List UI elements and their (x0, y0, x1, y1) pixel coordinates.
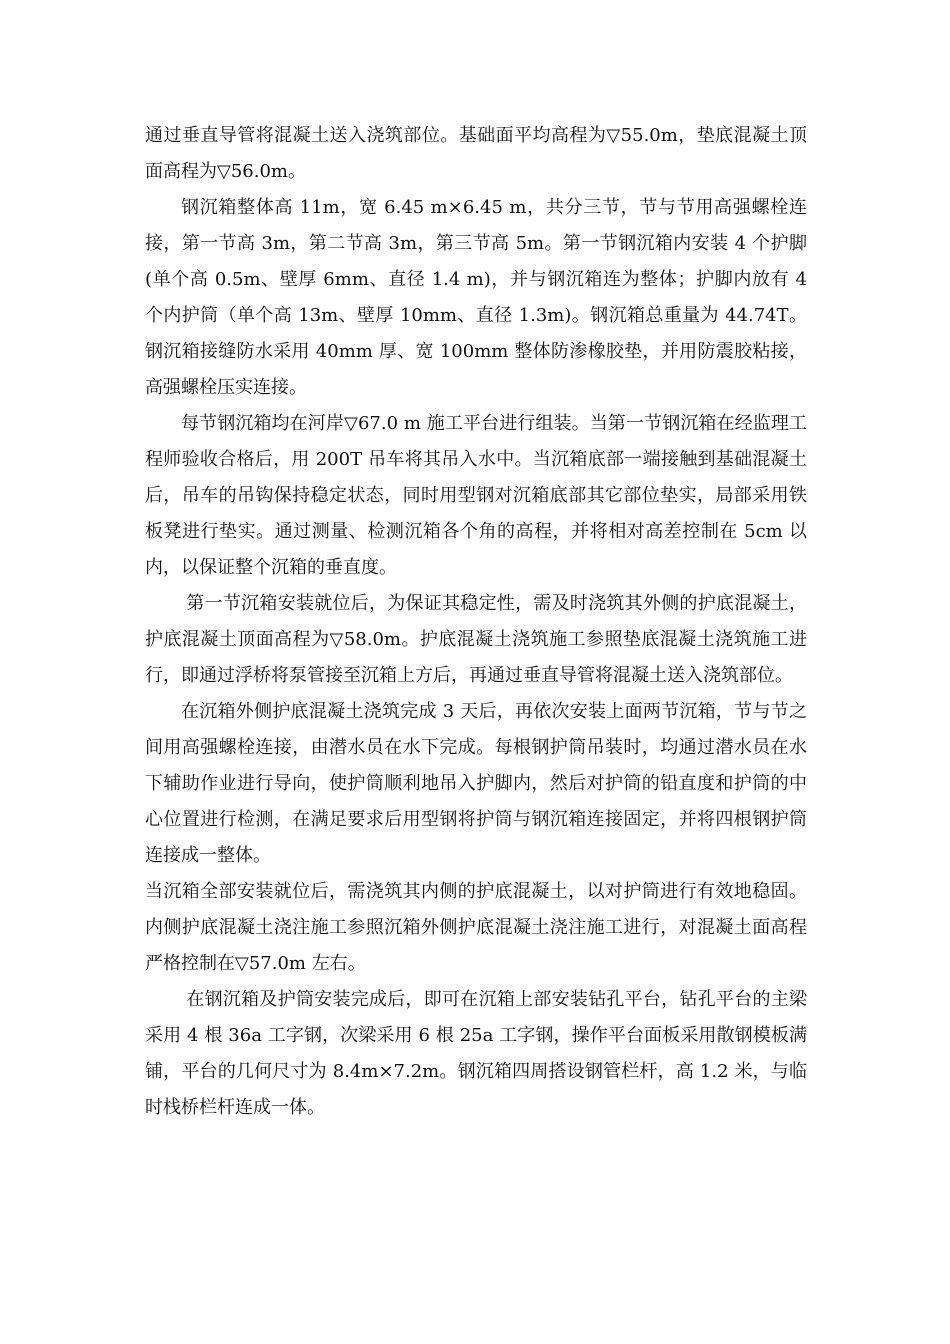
paragraph-continuation: 通过垂直导管将混凝土送入浇筑部位。基础面平均高程为▽55.0m，垫底混凝土顶面高程为▽56.0m。 (145, 125, 807, 182)
paragraph-outer-concrete: 第一节沉箱安装就位后，为保证其稳定性，需及时浇筑其外侧的护底混凝土，护底混凝土顶面高程为▽58.0m。护底混凝土浇筑施工参照垫底混凝土浇筑施工进行，即通过浮桥将泵管接至沉箱上方后，再通过垂直导管将混凝土送入浇筑部位。 (145, 593, 807, 686)
paragraph-caisson-assembly: 每节钢沉箱均在河岸▽67.0 m 施工平台进行组装。当第一节钢沉箱在经监理工程师验收合格后，用 200T 吊车将其吊入水中。当沉箱底部一端接触到基础混凝土后，吊车的吊钩保持稳定状态，同时用型钢对沉箱底部其它部位垫实，局部采用铁板凳进行垫实。通过测量、检测沉箱各个角的高程，并将相对高差控制在 5cm 以内，以保证整个沉箱的垂直度。 (145, 413, 807, 578)
paragraph-inner-concrete: 当沉箱全部安装就位后，需浇筑其内侧的护底混凝土，以对护筒进行有效地稳固。内侧护底混凝土浇注施工参照沉箱外侧护底混凝土浇注施工进行，对混凝土面高程严格控制在▽57.0m 左右。 (145, 881, 807, 974)
paragraph-caisson-structure: 钢沉箱整体高 11m，宽 6.45 m×6.45 m，共分三节，节与节用高强螺栓连接，第一节高 3m，第二节高 3m，第三节高 5m。第一节钢沉箱内安装 4 个护脚(单个高 0.5m、壁厚 6mm、直径 1.4 m)，并与钢沉箱连为整体；护脚内放有 4 个内护筒（单个高 13m、壁厚 10mm、直径 1.3m)。钢沉箱总重量为 44.74T。钢沉箱接缝防水采用 40mm 厚、宽 100mm 整体防渗橡胶垫，并用防震胶粘接，高强螺栓压实连接。 (145, 197, 807, 398)
paragraph-drilling-platform: 在钢沉箱及护筒安装完成后，即可在沉箱上部安装钻孔平台，钻孔平台的主梁采用 4 根 36a 工字钢，次梁采用 6 根 25a 工字钢，操作平台面板采用散钢模板满铺，平台的几何尺寸为 8.4m×7.2m。钢沉箱四周搭设钢管栏杆，高 1.2 米，与临时栈桥栏杆连成一体。 (145, 989, 807, 1118)
document-page (145, 118, 807, 1126)
paragraph-upper-sections: 在沉箱外侧护底混凝土浇筑完成 3 天后，再依次安装上面两节沉箱，节与节之间用高强螺栓连接，由潜水员在水下完成。每根钢护筒吊装时，均通过潜水员在水下辅助作业进行导向，使护筒顺利地吊入护脚内，然后对护筒的铅直度和护筒的中心位置进行检测，在满足要求后用型钢将护筒与钢沉箱连接固定，并将四根钢护筒连接成一整体。 (145, 701, 807, 866)
